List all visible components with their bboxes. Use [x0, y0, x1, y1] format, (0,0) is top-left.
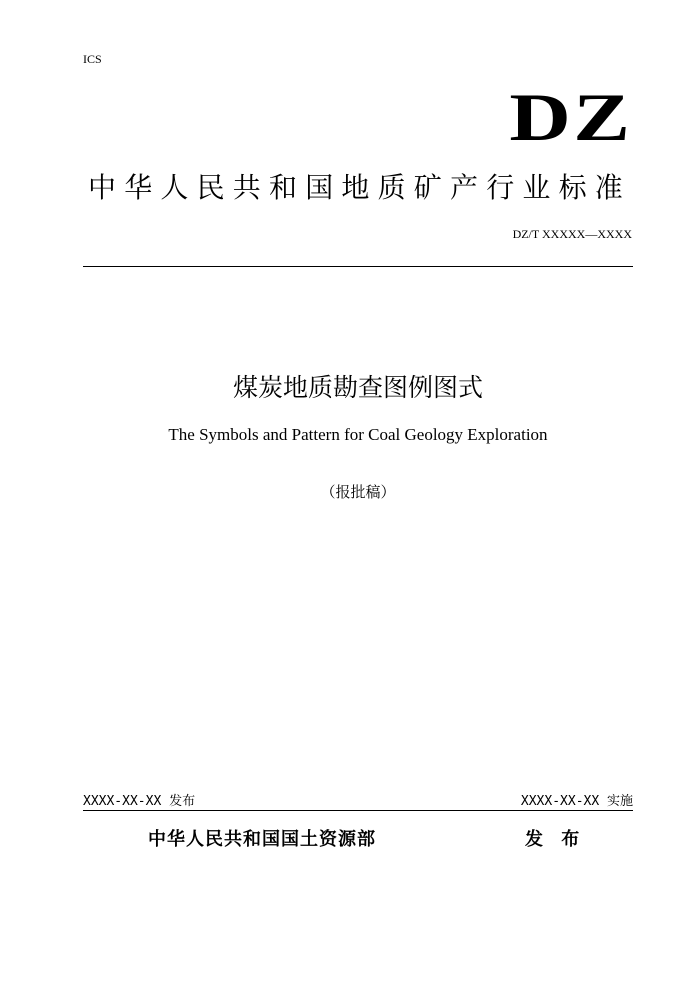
ics-label: ICS — [83, 52, 102, 66]
issuing-authority: 中华人民共和国国土资源部 — [148, 829, 376, 850]
issue-date: XXXX-XX-XX 发布 — [83, 794, 196, 809]
footer-divider — [83, 810, 633, 811]
standard-category-title: 中华人民共和国地质矿产行业标准 — [88, 171, 632, 204]
dz-logo: DZ — [508, 79, 632, 155]
implementation-date: XXXX-XX-XX 实施 — [520, 794, 633, 809]
publish-label: 发 布 — [525, 829, 586, 850]
header-divider — [83, 266, 633, 267]
document-title-english: The Symbols and Pattern for Coal Geology Exploration — [168, 425, 548, 444]
document-title: 煤炭地质勘查图例图式 — [232, 373, 483, 402]
standard-number: DZ/T XXXXX—XXXX — [512, 227, 632, 241]
draft-status-label: （报批稿） — [320, 483, 396, 501]
